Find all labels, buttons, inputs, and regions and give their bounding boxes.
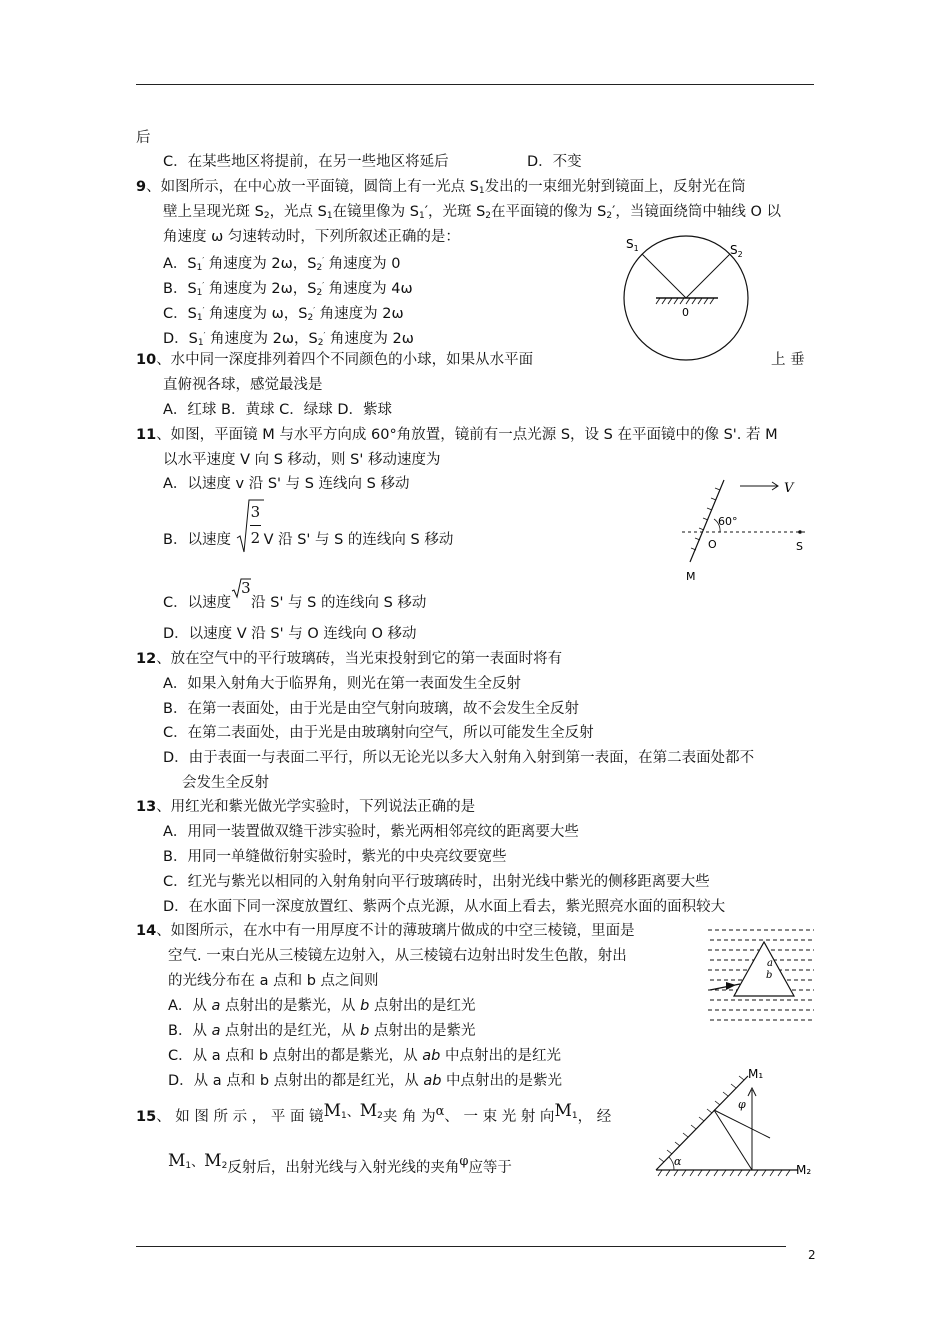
prime: ′: [313, 306, 316, 315]
q11-stem-line2: 以水平速度 V 向 S 移动，则 S' 移动速度为: [163, 452, 441, 468]
opt-part: 角速度为 2ω，S: [204, 281, 317, 297]
carry-over-text: 后: [136, 130, 151, 146]
q14-stem-line3: 的光线分布在 a 点和 b 点之间则: [168, 973, 379, 989]
opt-part: B．以速度: [163, 532, 231, 548]
prime: ′: [323, 331, 326, 340]
opt-part: 点射出的是紫光，从: [220, 998, 361, 1014]
q15-alpha: α: [435, 1104, 445, 1119]
q11-option-a: A．以速度 v 沿 S' 与 S 连线向 S 移动: [163, 476, 410, 492]
q15-m1: M: [168, 1151, 186, 1171]
sub: 1: [197, 338, 204, 348]
opt-part: 点射出的是红光，从: [220, 1023, 361, 1039]
q10-stem-line1-end: 上 垂: [771, 352, 805, 368]
label-m2: M₂: [796, 1163, 812, 1177]
q9-stem-2d: ′，光斑 S: [424, 204, 486, 220]
q15-two-mirrors-figure: [648, 1066, 816, 1184]
opt-part: 角速度为 4ω: [324, 281, 413, 297]
q15-m2: M: [359, 1101, 378, 1121]
q14-stem-line1: [136, 921, 635, 941]
sub: 1: [478, 186, 485, 196]
q9-stem-2f: ′，当镜面绕筒中轴线 O 以: [612, 204, 782, 220]
opt-part: a: [211, 998, 221, 1014]
label-phi: φ: [738, 1098, 746, 1111]
fraction-bar: [250, 525, 261, 526]
q11-stem-line1: [136, 425, 778, 445]
q15-stem-line1: [136, 1101, 612, 1131]
label-a: a: [767, 958, 773, 969]
opt-part: C．以速度: [163, 595, 232, 611]
q8-option-d: D．不变: [527, 154, 582, 170]
q14-option-c: [168, 1046, 561, 1066]
q12-option-d-line2: 会发生全反射: [182, 775, 269, 791]
q13-option-c: C．红光与紫光以相同的入射角射向平行玻璃砖时，出射光线中紫光的侧移距离要大些: [163, 874, 710, 890]
q14-stem-line2: 空气. 一束白光从三棱镜左边射入，从三棱镜右边射出时发生色散，射出: [168, 948, 627, 964]
q9-stem-1b: 发出的一束细光射到镜面上，反射光在筒: [484, 179, 746, 195]
q15-stem-line2: [168, 1151, 512, 1182]
q14-option-b: [168, 1021, 476, 1041]
opt-part: 点射出的是红光: [369, 998, 476, 1014]
fraction-denominator: 2: [250, 529, 261, 547]
q15-text: ， 经: [577, 1109, 612, 1125]
prime: ′: [202, 306, 205, 315]
sub: 2: [377, 1111, 383, 1121]
source-point: [798, 530, 802, 534]
opt-part: A．S: [163, 256, 197, 272]
opt-part: ab: [423, 1073, 442, 1089]
opt-part: 点射出的是紫光: [369, 1023, 476, 1039]
opt-part: 角速度为 2ω: [315, 306, 404, 322]
prime: ′: [202, 281, 205, 290]
q15-m2: M: [204, 1151, 222, 1171]
q9-stem-2c: 在镜里像为 S: [332, 204, 419, 220]
q13-option-b: B．用同一单缝做衍射实验时，紫光的中央亮纹要宽些: [163, 849, 507, 865]
incident-ray: [642, 254, 686, 298]
q11-number: 11: [136, 427, 157, 443]
arrow-head: [726, 982, 736, 990]
sqrt-3: [231, 579, 251, 607]
prime: ′: [202, 256, 205, 265]
sub: 2: [316, 263, 323, 273]
q8-option-c: C．在某些地区将提前，在另一些地区将延后: [163, 154, 449, 170]
opt-part: D．从 a 点和 b 点射出的都是红光，从: [168, 1073, 424, 1089]
opt-part: 中点射出的是红光: [440, 1048, 561, 1064]
q9-stem-2e: 在平面镜的像为 S: [491, 204, 607, 220]
q11-option-b: [163, 503, 454, 550]
q10-options: A．红球 B．黄球 C．绿球 D．紫球: [163, 402, 392, 418]
opt-part: B．从: [168, 1023, 212, 1039]
q15-text: 应等于: [468, 1160, 512, 1176]
mirror-m1: [656, 1076, 748, 1170]
q10-stem-line1: [136, 350, 533, 370]
opt-part: 角速度为 0: [324, 256, 401, 272]
q10-stem-line2: 直俯视各球，感觉最浅是: [163, 377, 323, 393]
q9-number: 9: [136, 179, 147, 195]
opt-part: 角速度为 2ω: [325, 331, 414, 347]
q9-stem-line1: [136, 177, 746, 201]
q15-m1: M: [323, 1101, 341, 1121]
opt-part: B．S: [163, 281, 197, 297]
sub: 2: [263, 211, 270, 221]
sub: 1: [418, 211, 425, 221]
q15-phi: φ: [459, 1154, 469, 1169]
sub: 2: [316, 288, 323, 298]
q15-text: 反射后，出射光线与入射光线的夹角: [227, 1160, 460, 1176]
q13-stem: [136, 797, 475, 817]
label-m: M: [686, 570, 696, 583]
page-number: 2: [808, 1248, 816, 1262]
q14-number: 14: [136, 923, 157, 939]
label-s: S: [796, 540, 803, 553]
prime: ′: [322, 281, 325, 290]
sub: 1: [571, 1111, 578, 1121]
footer-rule: [136, 1246, 786, 1247]
q12-option-b: B．在第一表面处，由于光是由空气射向玻璃，故不会发生全反射: [163, 701, 579, 717]
label-m1: M₁: [748, 1067, 764, 1081]
q13-option-d: D．在水面下同一深度放置红、紫两个点光源，从水面上看去，紫光照亮水面的面积较大: [163, 899, 726, 915]
q11-tilted-mirror-figure: [680, 470, 810, 588]
q15-sep: 、: [346, 1105, 360, 1120]
reflected-ray: [686, 254, 730, 298]
sub: 2: [606, 211, 613, 221]
opt-part: D．S: [163, 331, 198, 347]
q9-option-c: [163, 301, 404, 328]
opt-part: C．S: [163, 306, 197, 322]
q9-circle-mirror-figure: [618, 232, 754, 362]
label-alpha: α: [674, 1155, 682, 1168]
sub: 2: [485, 211, 492, 221]
sub: 1: [340, 1111, 347, 1121]
header-rule: [136, 84, 814, 85]
prime: ′: [322, 256, 325, 265]
opt-part: ab: [422, 1048, 441, 1064]
opt-part: V 沿 S' 与 S 的连线向 S 移动: [263, 532, 454, 548]
q15-m1: M: [554, 1101, 572, 1121]
q12-option-c: C．在第二表面处，由于光是由玻璃射向空气，所以可能发生全反射: [163, 725, 594, 741]
sub: 2: [307, 313, 314, 323]
label-s1: $S_1$: [626, 237, 639, 253]
radicand: 3: [241, 579, 251, 597]
q15-number: 15: [136, 1109, 157, 1125]
label-b: b: [766, 970, 773, 981]
sub: 1: [326, 211, 333, 221]
sqrt-fraction: [236, 503, 264, 547]
q9-stem-1a: 、如图所示，在中心放一平面镜，圆筒上有一光点 S: [146, 179, 479, 195]
q12-stem-text: 、放在空气中的平行玻璃砖，当光束投射到它的第一表面时将有: [156, 651, 563, 667]
q12-option-d-line1: D．由于表面一与表面二平行，所以无论光以多大入射角入射到第一表面，在第二表面处都不: [163, 750, 755, 766]
q12-number: 12: [136, 651, 157, 667]
q9-option-a: [163, 251, 401, 278]
label-o: O: [708, 538, 717, 551]
q15-text: 、 如 图 所 示 ， 平 面 镜: [156, 1109, 324, 1125]
q9-stem-2a: 壁上呈现光斑 S: [163, 204, 264, 220]
q13-option-a: A．用同一装置做双缝干涉实验时，紫光两相邻亮纹的距离要大些: [163, 824, 579, 840]
label-v: V: [784, 481, 794, 496]
sub: 1: [196, 288, 203, 298]
q9-stem-line3: 角速度 ω 匀速转动时，下列所叙述正确的是：: [163, 229, 460, 245]
q13-stem-text: 、用红光和紫光做光学实验时，下列说法正确的是: [156, 799, 476, 815]
q12-option-a: A．如果入射角大于临界角，则光在第一表面发生全反射: [163, 676, 521, 692]
q14-option-a: [168, 996, 475, 1016]
mirror-hatch: [656, 298, 714, 304]
fraction-numerator: 3: [250, 503, 261, 521]
q14-prism-in-water-figure: [706, 924, 816, 1024]
opt-part: a: [211, 1023, 221, 1039]
q9-option-b: [163, 276, 413, 303]
sub: 1: [196, 313, 203, 323]
q12-stem: [136, 649, 562, 669]
q13-number: 13: [136, 799, 157, 815]
q14-stem-1: 、如图所示，在水中有一用厚度不计的薄玻璃片做成的中空三棱镜，里面是: [156, 923, 635, 939]
prime: ′: [203, 331, 206, 340]
opt-part: 角速度为 2ω，S: [204, 256, 317, 272]
opt-part: 中点射出的是紫光: [441, 1073, 563, 1089]
label-s2: $S_2$: [730, 243, 743, 259]
opt-part: 角速度为 ω，S: [204, 306, 308, 322]
opt-part: 沿 S' 与 S 的连线向 S 移动: [251, 595, 427, 611]
q11-option-c: [163, 579, 427, 613]
q10-number: 10: [136, 352, 157, 368]
m2-hatch: [658, 1170, 790, 1176]
q10-stem-1a: 、水中同一深度排列着四个不同颜色的小球，如果从水平面: [156, 352, 534, 368]
label-o: 0: [682, 306, 689, 319]
sub: 1: [196, 263, 203, 273]
q11-stem-1: 、如图，平面镜 M 与水平方向成 60°角放置，镜前有一点光源 S，设 S 在平面镜中的像 S'. 若 M: [156, 427, 778, 443]
opt-part: b: [360, 998, 370, 1014]
q9-stem-2b: ，光点 S: [269, 204, 327, 220]
q14-option-d: [168, 1071, 562, 1091]
opt-part: C．从 a 点和 b 点射出的都是紫光，从: [168, 1048, 423, 1064]
opt-part: b: [360, 1023, 370, 1039]
q15-text: 、 一 束 光 射 向: [444, 1109, 555, 1125]
label-60: 60°: [718, 515, 738, 528]
opt-part: A．从: [168, 998, 212, 1014]
opt-part: 角速度为 2ω，S: [205, 331, 318, 347]
sub: 2: [221, 1161, 228, 1171]
q11-option-d: D．以速度 V 沿 S' 与 O 连线向 O 移动: [163, 626, 417, 642]
q9-stem-line2: [163, 202, 781, 226]
sub: 2: [317, 338, 324, 348]
q9-option-d: [163, 326, 414, 353]
sub: 1: [185, 1161, 192, 1171]
q15-text: 夹 角 为: [382, 1109, 436, 1125]
q15-sep: 、: [191, 1155, 205, 1170]
